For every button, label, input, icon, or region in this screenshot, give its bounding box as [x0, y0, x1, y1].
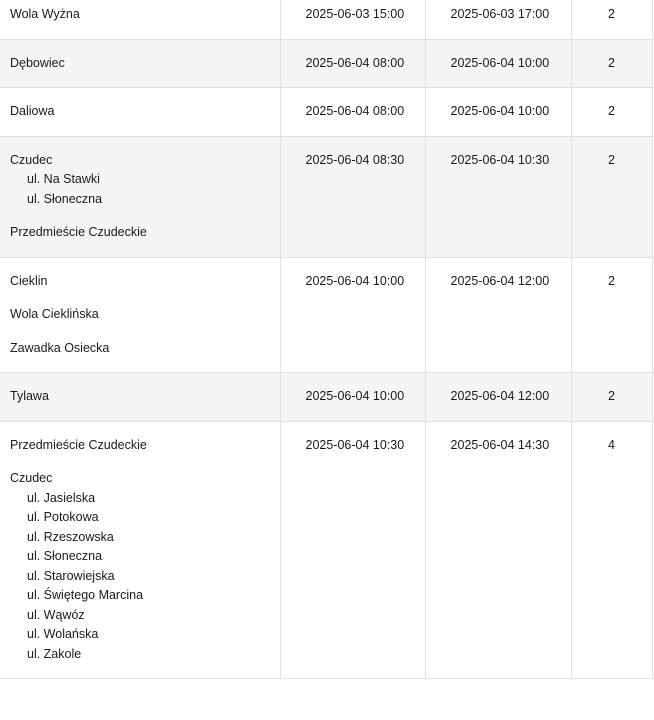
start-time-cell: 2025-06-03 15:00 [280, 0, 425, 39]
table-row [0, 421, 652, 679]
street-name: ul. Zakole [27, 646, 82, 661]
table-row [0, 88, 652, 137]
location-block [10, 54, 270, 74]
street-name: ul. Potokowa [27, 510, 99, 524]
start-time-cell: 2025-06-04 10:30 [280, 421, 425, 679]
count-cell [571, 136, 652, 257]
street-name: ul. Świętego Marcina [27, 588, 144, 602]
location-name: Zawadka Osiecka [10, 340, 110, 355]
count-value: 2 [608, 104, 615, 118]
location-name: Czudec [10, 152, 53, 167]
street-name: ul. Wolańska [27, 627, 99, 641]
end-time-cell: 2025-06-04 12:00 [425, 373, 571, 422]
location-block [10, 151, 270, 210]
table-row [0, 257, 652, 373]
street-name: ul. Na Stawki [27, 172, 100, 186]
table-row [0, 373, 652, 422]
locations-cell [0, 257, 280, 373]
location-block [10, 339, 270, 359]
count-cell [571, 257, 652, 373]
location-name: Czudec [10, 471, 53, 485]
end-time-cell: 2025-06-04 10:00 [425, 39, 571, 88]
locations-cell [0, 39, 280, 88]
count-cell [571, 88, 652, 137]
locations-cell [0, 373, 280, 422]
street-name: ul. Jasielska [27, 490, 96, 505]
start-time-cell: 2025-06-04 10:00 [280, 257, 425, 373]
location-name: Przedmieście Czudeckie [10, 225, 147, 239]
count-value: 2 [608, 152, 615, 167]
location-name: Cieklin [10, 273, 48, 288]
location-block [10, 272, 270, 292]
location-block [10, 387, 270, 407]
location-block [10, 436, 270, 456]
location-name: Tylawa [10, 389, 49, 403]
locations-cell [0, 421, 280, 679]
count-value: 2 [608, 7, 615, 21]
start-time-cell: 2025-06-04 08:00 [280, 88, 425, 137]
street-name: ul. Wąwóz [27, 607, 85, 622]
location-block [10, 469, 270, 664]
end-time-cell: 2025-06-04 14:30 [425, 421, 571, 679]
end-time-cell: 2025-06-04 10:30 [425, 136, 571, 257]
count-cell [571, 421, 652, 679]
end-time-cell: 2025-06-03 17:00 [425, 0, 571, 39]
end-time-cell: 2025-06-04 12:00 [425, 257, 571, 373]
street-name: ul. Starowiejska [27, 568, 115, 583]
end-time-cell: 2025-06-04 10:00 [425, 88, 571, 137]
location-name: Daliowa [10, 104, 55, 118]
locations-cell [0, 0, 280, 39]
location-block [10, 223, 270, 243]
street-name: ul. Słoneczna [27, 549, 103, 563]
street-name: ul. Rzeszowska [27, 529, 114, 544]
table-row [0, 136, 652, 257]
count-cell [571, 0, 652, 39]
table-row [0, 39, 652, 88]
street-name: ul. Słoneczna [27, 191, 103, 206]
count-cell [571, 373, 652, 422]
location-block [10, 305, 270, 325]
count-value: 4 [608, 437, 615, 452]
table-row [0, 0, 652, 39]
location-block [10, 102, 270, 122]
start-time-cell: 2025-06-04 10:00 [280, 373, 425, 422]
location-block [10, 5, 270, 25]
locations-cell [0, 88, 280, 137]
locations-cell [0, 136, 280, 257]
location-name: Dębowiec [10, 55, 65, 70]
count-value: 2 [608, 273, 615, 288]
location-name: Przedmieście Czudeckie [10, 437, 147, 452]
start-time-cell: 2025-06-04 08:00 [280, 39, 425, 88]
count-cell [571, 39, 652, 88]
count-value: 2 [608, 389, 615, 403]
location-name: Wola Cieklińska [10, 307, 99, 321]
location-name: Wola Wyżna [10, 7, 80, 21]
start-time-cell: 2025-06-04 08:30 [280, 136, 425, 257]
count-value: 2 [608, 55, 615, 70]
